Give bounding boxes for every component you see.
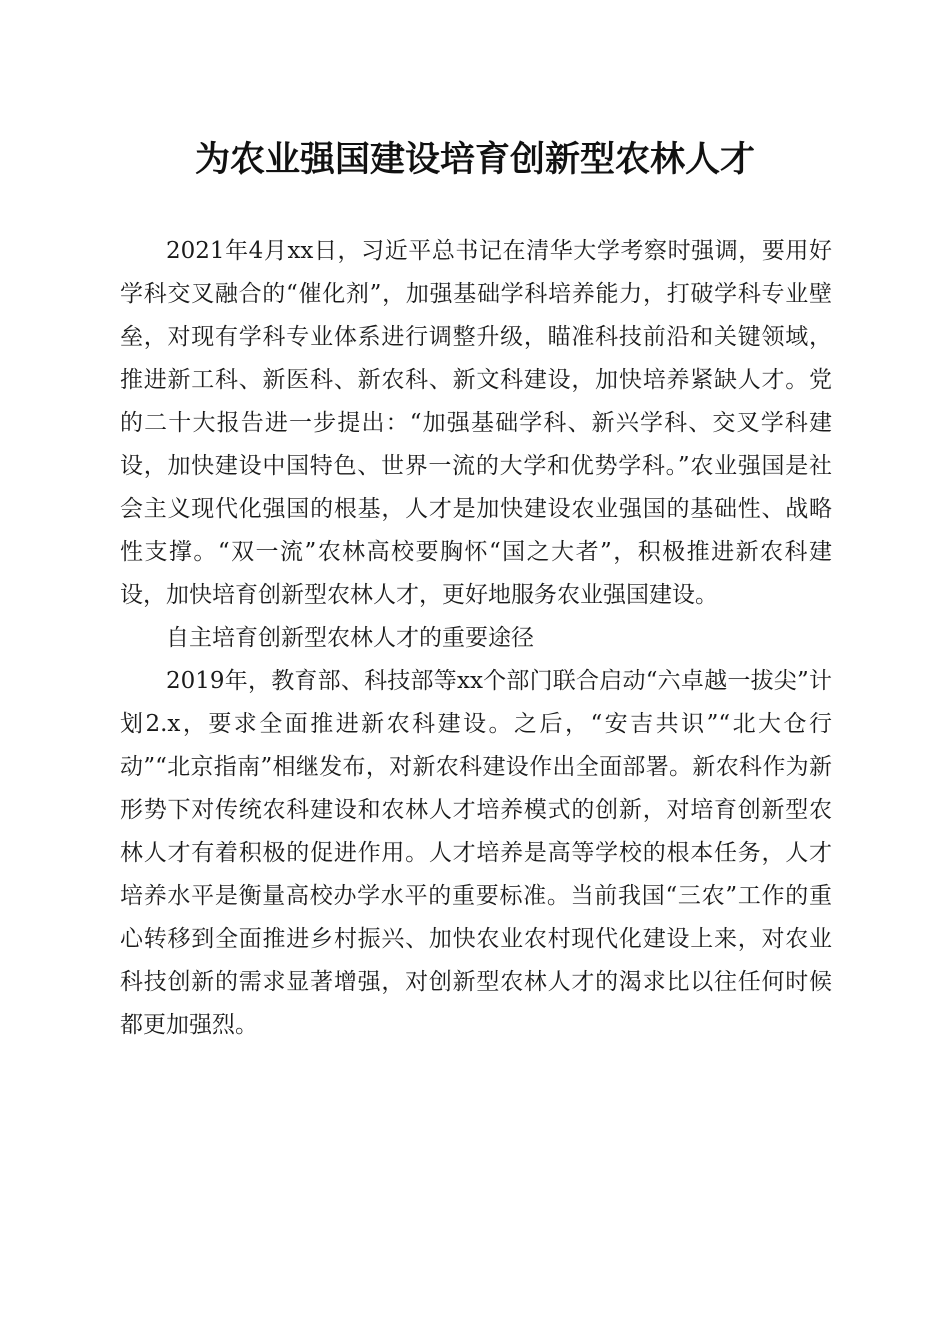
section-heading: 自主培育创新型农林人才的重要途径: [166, 625, 534, 651]
document-title: 为农业强国建设培育创新型农林人才: [194, 140, 755, 180]
intro-paragraph: 2021年4月xx日，习近平总书记在清华大学考察时强调，要用好学科交叉融合的“催化剂”，加强基础学科培养能力，打破学科专业壁垒，对现有学科专业体系进行调整升级，瞄准科技前沿和关键领域，推进新工科、新医科、新农科、新文科建设，加快培养紧缺人才。党的二十大报告进一步提出：“加强基础学科、新兴学科、交叉学科建设，加快建设中国特色、世界一流的大学和优势学科。”农业强国是社会主义现代化强国的根基，人才是加快建设农业强国的基础性、战略性支撑。“双一流”农林高校要胸怀“国之大者”，积极推进新农科建设，加快培育创新型农林人才，更好地服务农业强国建设。: [120, 238, 832, 608]
section-paragraph: 2019年，教育部、科技部等xx个部门联合启动“六卓越一拔尖”计划2.x，要求全面推进新农科建设。之后，“安吉共识”“北大仓行动”“北京指南”相继发布，对新农科建设作出全面部署。新农科作为新形势下对传统农科建设和农林人才培养模式的创新，对培育创新型农林人才有着积极的促进作用。人才培养是高等学校的根本任务，人才培养水平是衡量高校办学水平的重要标准。当前我国“三农”工作的重心转移到全面推进乡村振兴、加快农业农村现代化建设上来，对农业科技创新的需求显著增强，对创新型农林人才的渴求比以往任何时候都更加强烈。: [120, 668, 832, 1038]
document-body: [120, 230, 832, 1047]
